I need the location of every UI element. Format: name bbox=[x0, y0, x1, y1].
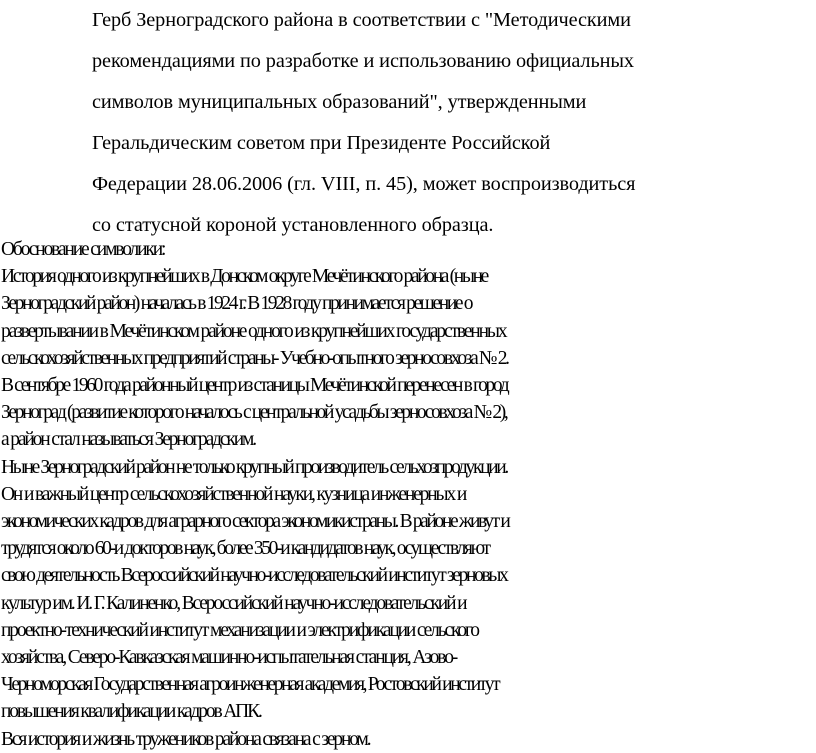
coat-of-arms-paragraph bbox=[92, 0, 792, 247]
body-line: Ныне Зерноградский район не только крупный производитель сельхозпродукции. bbox=[1, 456, 507, 478]
body-line: развертывании в Мечётинском районе одного из крупнейших государственных bbox=[1, 320, 506, 342]
body-line: Вся история и жизнь тружеников района связана с зерном. bbox=[1, 728, 370, 750]
body-line: культур им. И. Г. Калиненко, Всероссийский научно-исследовательский и bbox=[1, 592, 466, 614]
body-line: В сентябре 1960 года районный центр из станицы Мечётинской перенесен в город bbox=[1, 375, 508, 397]
intro-line: Федерации 28.06.2006 (гл. VIII, п. 45), может воспроизводиться bbox=[92, 173, 636, 196]
body-line: История одного из крупнейших в Донском округе Мечётинского района (ныне bbox=[1, 266, 487, 288]
body-line: Зерноградский район) началась в 1924 г. В 1928 году принимается решение о bbox=[1, 293, 472, 315]
body-line: а район стал называться Зерноградским. bbox=[1, 429, 255, 451]
intro-line: символов муниципальных образований", утвержденными bbox=[92, 91, 587, 114]
body-line: сельскохозяйственных предприятий страны- Учебно-опытного зерносовхоза № 2. bbox=[1, 347, 508, 369]
body-line: хозяйства, Северо-Кавказская машинно-испытательная станция, Азово- bbox=[1, 647, 457, 669]
section-heading: Обоснование символики: bbox=[1, 239, 165, 260]
body-line: Черноморская Государственная агроинженерная академия, Ростовский институт bbox=[1, 674, 499, 696]
body-line: Он и важный центр сельскохозяйственной науки, кузница инженерных и bbox=[1, 483, 466, 505]
intro-line: со статусной короной установленного образца. bbox=[92, 214, 494, 237]
intro-line: Герб Зерноградского района в соответствии с "Методическими bbox=[92, 9, 631, 31]
body-line: трудятся около 60-и докторов наук, более 350-и кандидатов наук, осуществляют bbox=[1, 538, 489, 560]
intro-line: рекомендациями по разработке и использованию официальных bbox=[92, 50, 634, 73]
body-line: проектно-технический институт механизации и электрификации сельского bbox=[1, 619, 478, 641]
body-line: экономических кадров для аграрного сектора экономикистраны. В районе живут и bbox=[1, 511, 509, 533]
symbolism-section bbox=[1, 236, 816, 753]
intro-line: Геральдическим советом при Президенте Российской bbox=[92, 132, 551, 155]
body-line: Зерноград (развитие которого началось с центральной усадьбы зерносовхоза № 2), bbox=[1, 402, 507, 424]
body-line: свою деятельность Всероссийский научно-исследовательский институт зерновых bbox=[1, 565, 507, 587]
body-line: повышения квалификации кадров АПК. bbox=[1, 701, 261, 723]
